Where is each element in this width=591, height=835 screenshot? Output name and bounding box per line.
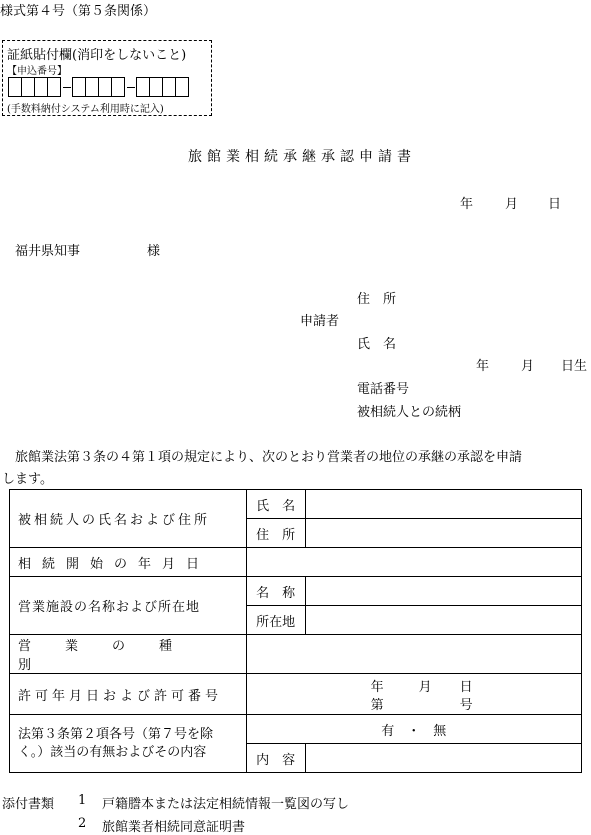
article-label-line-2: く。）該当の有無およびその内容 [18, 744, 207, 760]
business-type-label: 営業の種別 [10, 635, 247, 674]
date-year: 年 [460, 197, 474, 212]
digit-box[interactable] [175, 77, 189, 97]
stamp-note: (手数料納付システム利用時に記入) [7, 104, 164, 115]
permit-field[interactable] [246, 674, 581, 715]
form-number: 様式第４号（第５条関係） [0, 4, 157, 19]
article-label [10, 715, 247, 773]
content-field[interactable] [305, 744, 581, 773]
decedent-label-cell [10, 490, 247, 548]
applicant-name-label: 氏 名 [357, 337, 397, 352]
application-table [9, 489, 582, 773]
facility-name-label: 名 称 [246, 577, 305, 606]
digit-box[interactable] [111, 77, 125, 97]
permit-label: 許可年月日および許可番号 [10, 674, 247, 715]
content-label: 内 容 [246, 744, 305, 773]
separator-dash [127, 87, 135, 88]
digit-box[interactable] [47, 77, 61, 97]
addressee-name: 福井県知事 [15, 244, 81, 259]
birth-day: 日生 [561, 359, 588, 374]
document-title: 旅館業相続承継承認申請書 [188, 149, 416, 165]
facility-location-label: 所在地 [246, 606, 305, 635]
application-number-boxes[interactable] [9, 77, 189, 97]
digit-box[interactable] [149, 77, 163, 97]
inheritance-start-label: 相続開始の年月日 [10, 548, 247, 577]
permit-dai: 第 [370, 698, 384, 713]
applicant-relation-label: 被相続人との続柄 [357, 405, 462, 420]
application-number-label: 【申込番号】 [7, 66, 67, 77]
decedent-address-label: 住 所 [246, 519, 305, 548]
attachment-1-text: 戸籍謄本または法定相続情報一覧図の写し [102, 797, 350, 812]
separator-dash [63, 87, 71, 88]
digit-box[interactable] [72, 77, 86, 97]
decedent-name-label: 氏 名 [246, 490, 305, 519]
attachment-2-number: 2 [78, 816, 87, 831]
stamp-title: 証紙貼付欄(消印をしないこと) [7, 48, 187, 63]
decedent-label: 被相続人の氏名および住所 [18, 513, 211, 528]
digit-box[interactable] [98, 77, 112, 97]
intro-line-1: 旅館業法第３条の４第１項の規定により、次のとおり営業者の地位の承継の承認を申請 [15, 450, 523, 465]
applicant-phone-label: 電話番号 [357, 382, 410, 397]
intro-line-2: します。 [2, 472, 53, 487]
facility-location-field[interactable] [305, 606, 581, 635]
date-day: 日 [548, 197, 562, 212]
facility-label: 営業施設の名称および所在地 [10, 577, 247, 635]
permit-go: 号 [459, 698, 473, 713]
date-month: 月 [505, 197, 519, 212]
digit-box[interactable] [162, 77, 176, 97]
attachments-label: 添付書類 [2, 797, 55, 812]
decedent-address-field[interactable] [305, 519, 581, 548]
article-label-line-1: 法第３条第２項各号（第７号を除 [18, 726, 214, 742]
permit-month: 月 [418, 680, 432, 695]
applicant-label: 申請者 [300, 314, 340, 329]
attachment-1-number: 1 [78, 793, 87, 808]
birth-year: 年 [476, 359, 490, 374]
digit-box[interactable] [136, 77, 150, 97]
business-type-field[interactable] [246, 635, 581, 674]
inheritance-start-field[interactable] [246, 548, 581, 577]
digit-box[interactable] [21, 77, 35, 97]
applicant-address-label: 住 所 [357, 292, 397, 307]
facility-name-field[interactable] [305, 577, 581, 606]
decedent-name-field[interactable] [305, 490, 581, 519]
digit-box[interactable] [85, 77, 99, 97]
birth-month: 月 [521, 359, 535, 374]
permit-day: 日 [459, 680, 473, 695]
permit-year: 年 [370, 680, 384, 695]
digit-box[interactable] [8, 77, 22, 97]
digit-box[interactable] [34, 77, 48, 97]
yes-no-choice[interactable]: 有 ・ 無 [246, 715, 581, 744]
addressee-honorific: 様 [147, 244, 161, 259]
attachment-2-text: 旅館業者相続同意証明書 [102, 820, 246, 835]
